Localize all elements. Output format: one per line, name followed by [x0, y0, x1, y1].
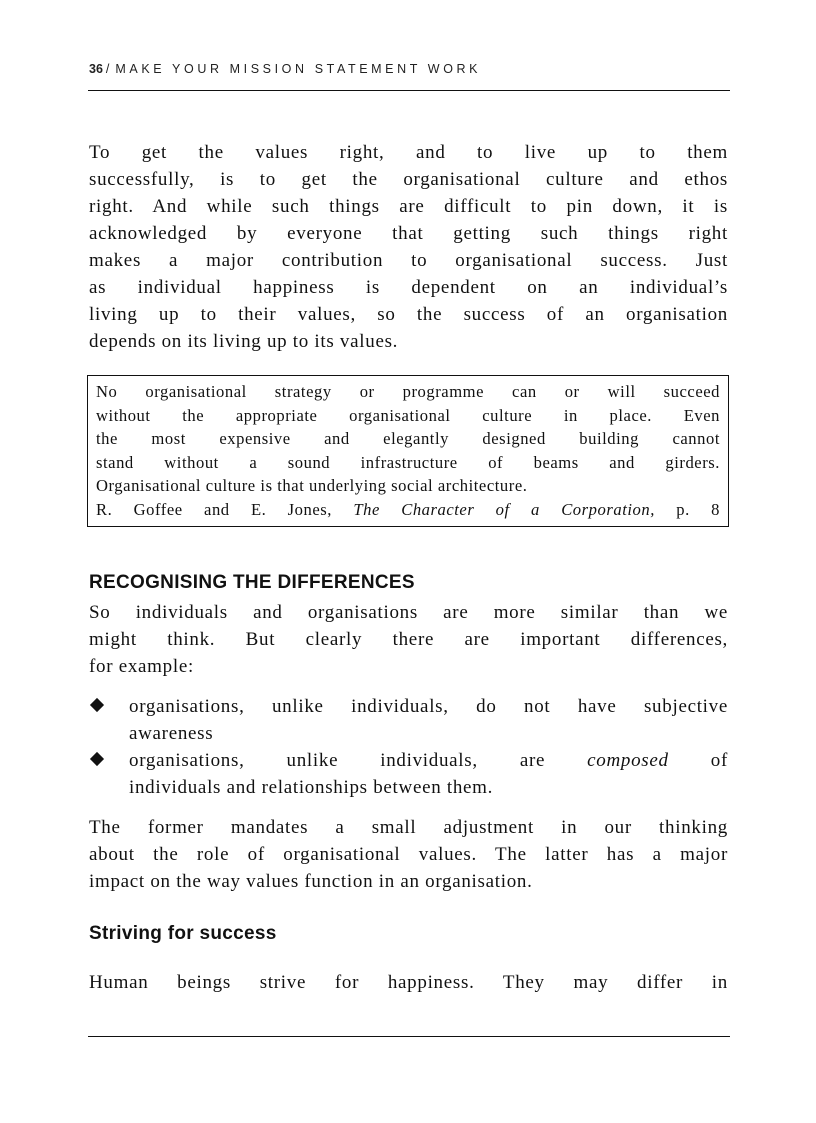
footer-rule	[88, 1036, 730, 1037]
diamond-bullet-icon	[90, 698, 104, 712]
text-line: living up to their values, so the success of an organisation	[89, 304, 728, 325]
text-line: The former mandates a small adjustment in our thinking	[89, 817, 728, 838]
subheading: Striving for success	[89, 923, 277, 944]
bullet-list	[89, 693, 728, 801]
bullet-text: organisations, unlike individuals, are	[129, 750, 546, 771]
section-heading: RECOGNISING THE DIFFERENCES	[89, 572, 415, 593]
citation-page: p. 8	[676, 499, 720, 519]
text-line: acknowledged by everyone that getting such things right	[89, 223, 728, 244]
text-line: successfully, is to get the organisational culture and ethos	[89, 169, 728, 190]
bullet-line: individuals and relationships between them.	[129, 777, 494, 798]
bullet-line	[129, 747, 728, 774]
paragraph-values-culture	[89, 139, 728, 355]
running-header	[89, 62, 729, 82]
text-line: about the role of organisational values. The latter has a major	[89, 844, 728, 865]
citation-author: R. Goffee and E. Jones,	[96, 499, 332, 519]
text-line: might think. But clearly there are important differences,	[89, 629, 728, 650]
paragraph-differences	[89, 599, 728, 680]
quote-line: without the appropriate organisational culture in place. Even	[96, 405, 720, 425]
text-line: depends on its living up to its values.	[89, 331, 399, 352]
citation-title: The Character of a Corporation,	[353, 499, 655, 519]
bullet-line: organisations, unlike individuals, do not have subjective	[129, 696, 728, 717]
quote-line: the most expensive and elegantly designed building cannot	[96, 429, 720, 449]
quote-citation	[96, 498, 720, 522]
list-item	[89, 693, 728, 747]
diamond-bullet-icon	[90, 752, 104, 766]
emphasis-text: composed	[587, 750, 669, 771]
running-title: MAKE YOUR MISSION STATEMENT WORK	[115, 62, 482, 76]
list-item	[89, 747, 728, 801]
paragraph-former-latter	[89, 814, 728, 895]
text-line: as individual happiness is dependent on an individual’s	[89, 277, 728, 298]
quote-line: Organisational culture is that underlying social architecture.	[96, 476, 528, 496]
page-number: 36	[89, 62, 103, 76]
text-line: right. And while such things are difficult to pin down, it is	[89, 196, 728, 217]
text-line: Human beings strive for happiness. They may differ in	[89, 972, 728, 993]
bullet-text: of	[710, 750, 728, 771]
text-line: To get the values right, and to live up to them	[89, 142, 728, 163]
paragraph-striving	[89, 969, 728, 996]
text-line: So individuals and organisations are more similar than we	[89, 602, 728, 623]
bullet-line: awareness	[129, 723, 214, 744]
text-line: makes a major contribution to organisational success. Just	[89, 250, 728, 271]
quote-line: No organisational strategy or programme can or will succeed	[96, 382, 720, 401]
quotation-box	[87, 375, 729, 527]
quote-line: stand without a sound infrastructure of beams and girders.	[96, 452, 720, 472]
text-line: impact on the way values function in an organisation.	[89, 871, 533, 892]
text-line: for example:	[89, 656, 194, 677]
header-rule	[88, 90, 730, 91]
quotation-text	[96, 380, 720, 522]
header-separator: /	[105, 62, 112, 76]
